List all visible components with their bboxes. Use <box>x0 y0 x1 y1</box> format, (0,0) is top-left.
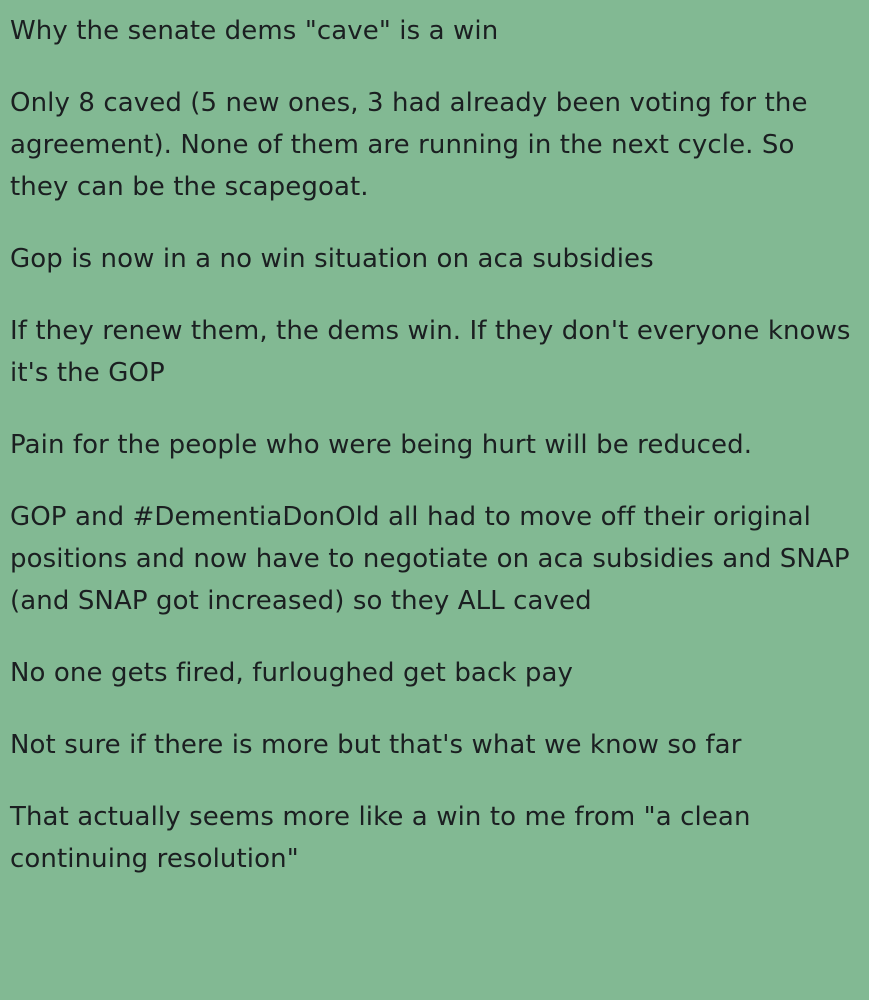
post-paragraph: If they renew them, the dems win. If they don't everyone knows it's the GOP <box>10 316 851 388</box>
post-paragraph: GOP and #DementiaDonOld all had to move off their original positions and now have to negotiate on aca subsidies and SNAP (and SNAP got increased) so they ALL caved <box>10 502 850 616</box>
post-paragraph: Gop is now in a no win situation on aca subsidies <box>10 244 654 274</box>
post-paragraph: Only 8 caved (5 new ones, 3 had already been voting for the agreement). None of them are running in the next cycle. So they can be the scapegoat. <box>10 88 808 202</box>
post-title: Why the senate dems "cave" is a win <box>10 16 499 46</box>
post-paragraph: No one gets fired, furloughed get back pay <box>10 658 574 688</box>
post-paragraph: Pain for the people who were being hurt will be reduced. <box>10 430 753 460</box>
post-paragraph: Not sure if there is more but that's what we know so far <box>10 730 742 760</box>
post-paragraph: That actually seems more like a win to me from "a clean continuing resolution" <box>10 802 751 874</box>
